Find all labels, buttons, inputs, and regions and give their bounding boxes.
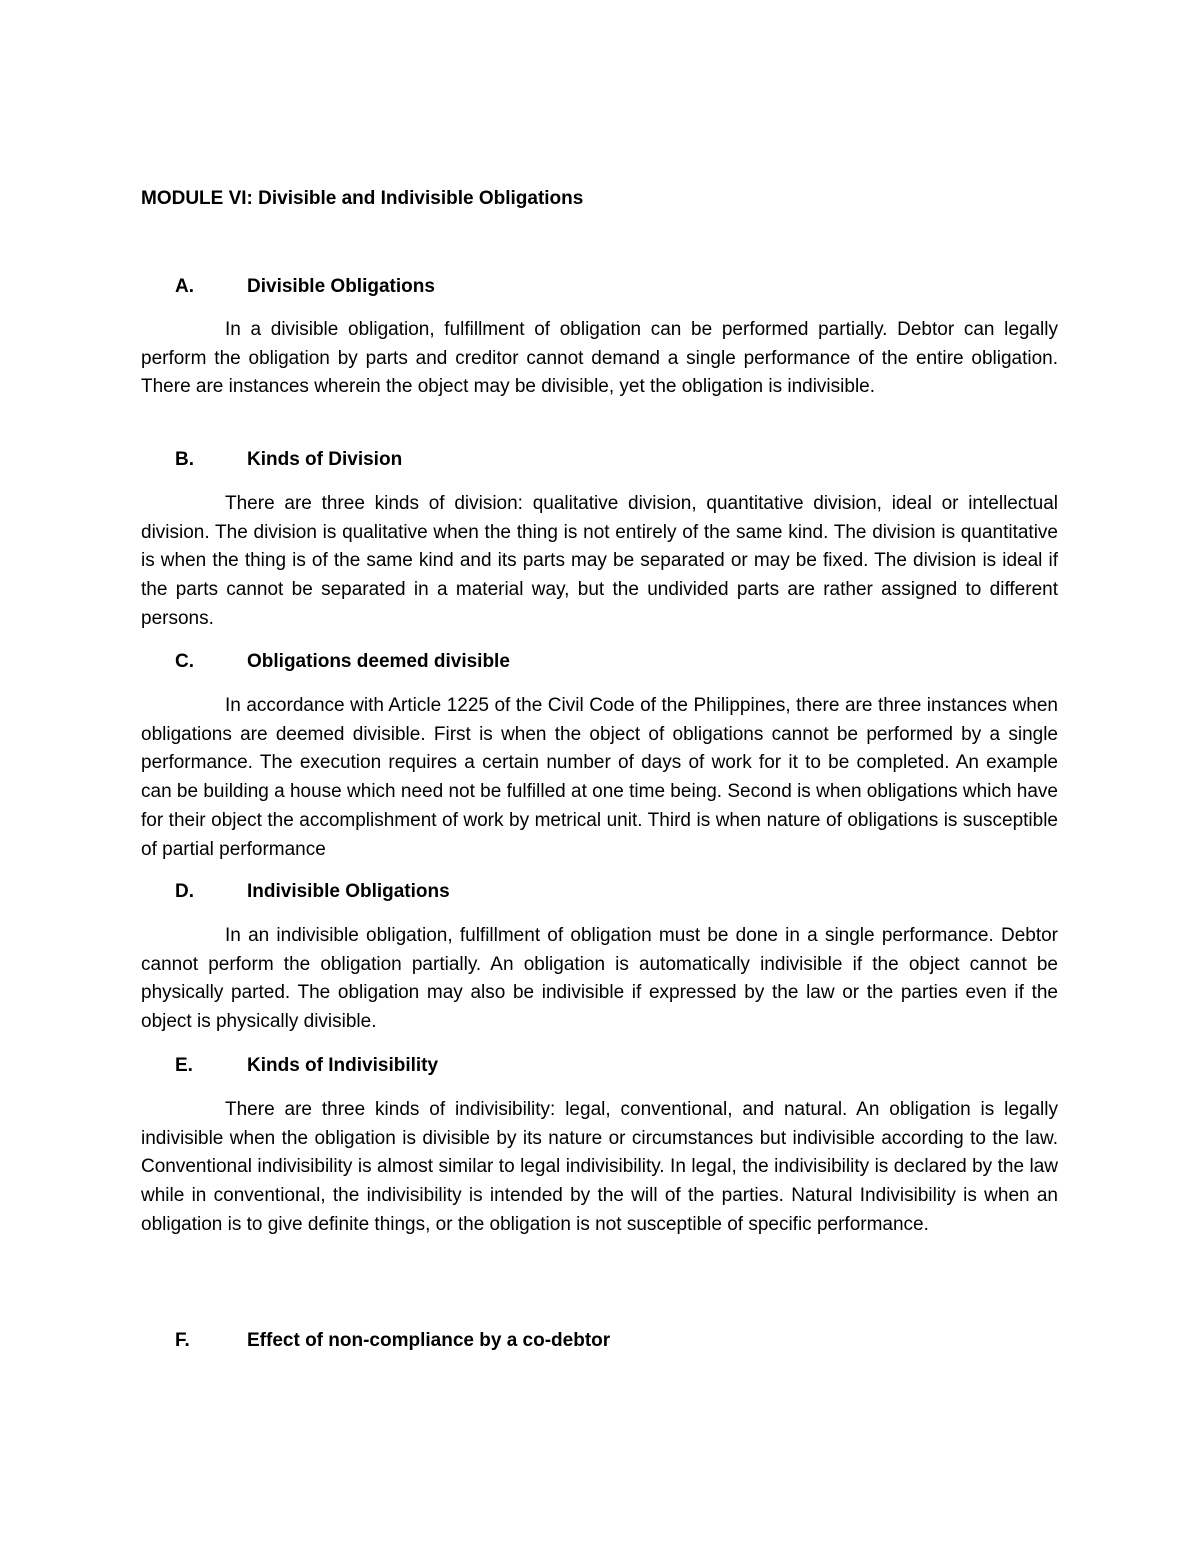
section-c-letter: C. <box>175 651 194 672</box>
section-b-body: There are three kinds of division: qualitative division, quantitative division, ideal or intellectual division. The division is qualitative when the thing is not entirely of the same kind. The division is quantitative is when the thing is of the same kind and its parts may be separated or may be fixed. The division is ideal if the parts cannot be separated in a material way, but the undivided parts are rather assigned to different persons. <box>141 493 1058 629</box>
section-e-title: Kinds of Indivisibility <box>247 1055 439 1076</box>
section-b-heading <box>141 447 402 473</box>
section-a-title: Divisible Obligations <box>247 276 435 297</box>
section-f-heading <box>141 1328 610 1354</box>
section-a-heading <box>141 274 435 300</box>
section-c-heading <box>141 649 510 675</box>
section-e-letter: E. <box>175 1055 193 1076</box>
section-e-body: There are three kinds of indivisibility: legal, conventional, and natural. An obligation is legally indivisible when the obligation is divisible by its nature or circumstances but indivisible according to the law. Conventional indivisibility is almost similar to legal indivisibility. In legal, the indivisibility is declared by the law while in conventional, the indivisibility is intended by the will of the parties. Natural Indivisibility is when an obligation is to give definite things, or the obligation is not susceptible of specific performance. <box>141 1099 1058 1235</box>
section-c-body: In accordance with Article 1225 of the Civil Code of the Philippines, there are three instances when obligations are deemed divisible. First is when the object of obligations cannot be performed by a single performance. The execution requires a certain number of days of work for it to be completed. An example can be building a house which need not be fulfilled at one time being. Second is when obligations which have for their object the accomplishment of work by metrical unit. Third is when nature of obligations is susceptible of partial performance <box>141 695 1058 860</box>
section-a-letter: A. <box>175 276 194 297</box>
section-d-body: In an indivisible obligation, fulfillment of obligation must be done in a single performance. Debtor cannot perform the obligation partially. An obligation is automatically indivisible if the object cannot be physically parted. The obligation may also be indivisible if expressed by the law or the parties even if the object is physically divisible. <box>141 925 1058 1033</box>
section-f-letter: F. <box>175 1330 190 1351</box>
module-title: MODULE VI: Divisible and Indivisible Obligations <box>141 188 584 209</box>
section-a-body: In a divisible obligation, fulfillment of obligation can be performed partially. Debtor can legally perform the obligation by parts and creditor cannot demand a single performance of the entire obligation. There are instances wherein the object may be divisible, yet the obligation is indivisible. <box>141 319 1058 398</box>
section-d-heading <box>141 879 450 905</box>
section-b-title: Kinds of Division <box>247 449 403 470</box>
section-c-title: Obligations deemed divisible <box>247 651 510 672</box>
section-d-letter: D. <box>175 881 194 902</box>
section-d-title: Indivisible Obligations <box>247 881 450 902</box>
section-f-title: Effect of non-compliance by a co-debtor <box>247 1330 611 1351</box>
section-b-letter: B. <box>175 449 194 470</box>
document-page <box>141 0 1058 1553</box>
section-e-heading <box>141 1053 438 1079</box>
